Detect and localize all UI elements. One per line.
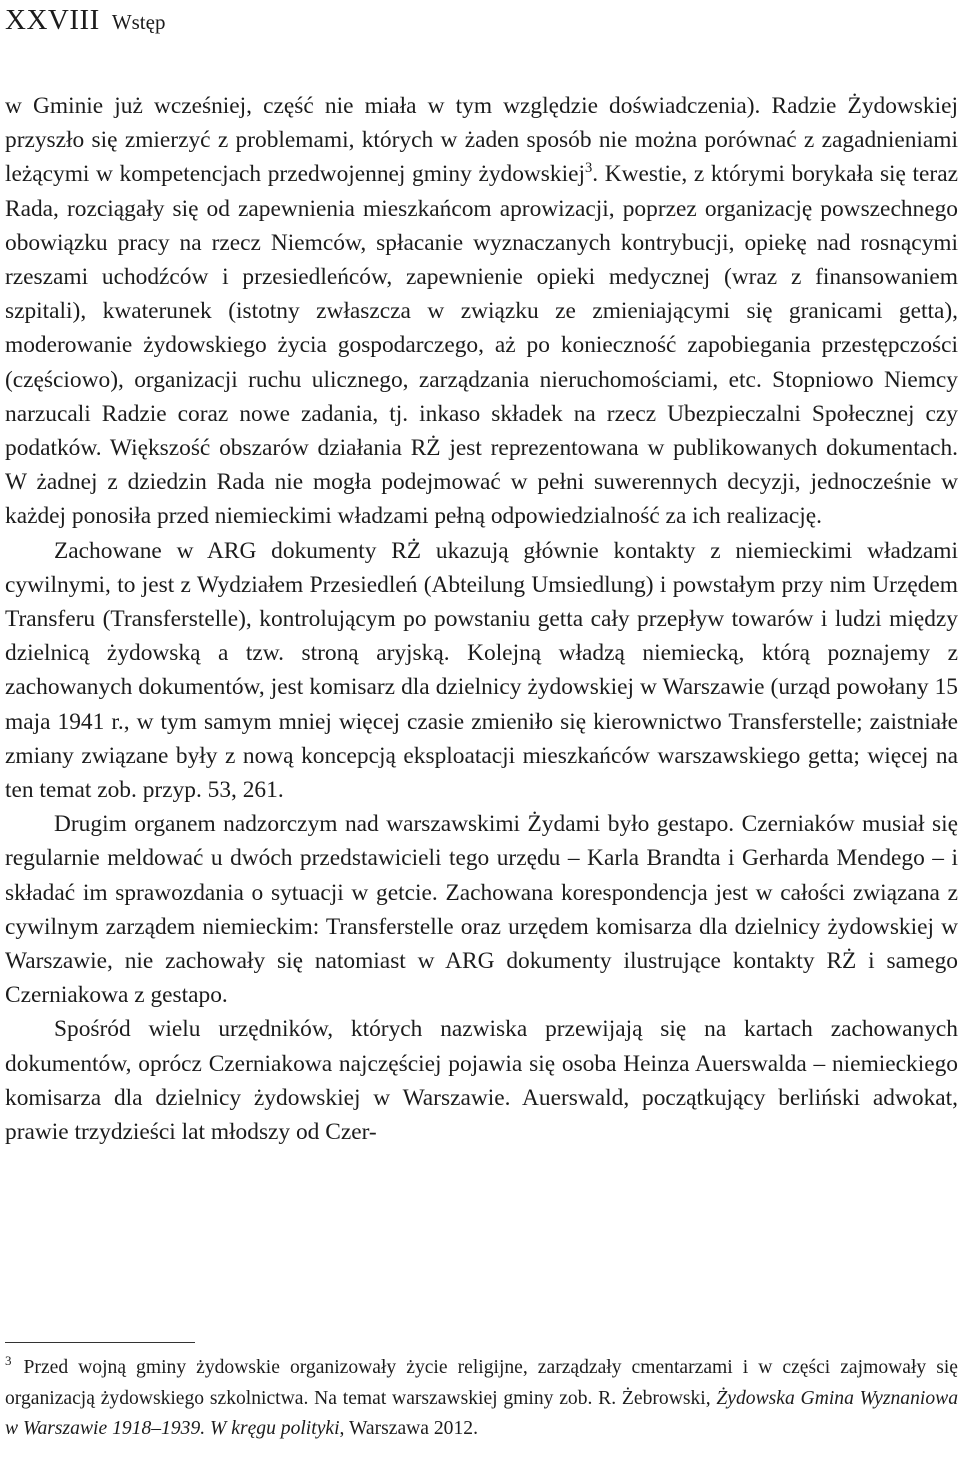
footnote-reference[interactable]: 3 [584,160,593,177]
footnote-text-2: , Warszawa 2012. [339,1418,478,1440]
footnote-text-1: Przed wojną gminy żydowskie organizowały życie religijne, zarządzały cmentarzami i w części zajmowały się organizacją żydowskiego szkolnictwa. Na temat warszawskiej gminy zob. R. Żebrowski, [5,1357,958,1409]
paragraph-1-text-after: . Kwestie, z którymi borykała się teraz Rada, rozciągały się od zapewnienia mieszkańcom aprowizacji, poprzez organizację powszechnego obowiązku pracy na rzecz Niemców, spłacanie wyznaczanych kontrybucji, opiekę nad rosnącymi rzeszami uchodźców i przesiedleńców, zapewnienie opieki medycznej (wraz z finansowaniem szpitali), kwaterunek (istotny zwłaszcza w związku ze zmieniającymi się granicami getta), moderowanie żydowskiego życia gospodarczego, aż po konieczność zapobiegania przestępczości (częściowo), organizacji ruchu ulicznego, zarządzania nieruchomościami, etc. Stopniowo Niemcy narzucali Radzie coraz nowe zadania, tj. inkaso składek na rzecz Ubezpieczalni Społecznej czy podatków. Większość obszarów działania RŻ jest reprezentowana w publikowanych dokumentach. W żadnej z dziedzin Rada nie mogła podejmować w pełni suwerennych decyzji, jednocześnie w każdej ponosiła przed niemieckimi władzami pełną odpowiedzialność za ich realizację. [5,161,958,530]
paragraph-1-text-before: w Gminie już wcześniej, część nie miała w tym względzie doświadczenia). Radzie Żydowskiej przyszło się zmierzyć z problemami, których w żaden sposób nie można porównać z zagadnieniami leżącymi w kompetencjach przedwojennej gminy żydowskiej [5,93,958,188]
footnote-cited-title: Żydowska Gmina Wyznaniowa w Warszawie 1918–1939. W kręgu polityki [5,1387,958,1440]
footnote-divider [5,1342,195,1343]
footnotes [5,1353,958,1445]
page-number: XXVIII [5,4,100,36]
running-head [5,0,165,40]
paragraph-1 [5,89,958,534]
footnote-3 [5,1353,958,1445]
footnote-number: 3 [5,1353,12,1369]
main-text [5,89,958,1149]
paragraph-3: Drugim organem nadzorczym nad warszawskimi Żydami było gestapo. Czerniaków musiał się regularnie meldować u dwóch przedstawicieli tego urzędu – Karla Brandta i Gerharda Mendego – i składać im sprawozdania o sytuacji w getcie. Zachowana korespondencja jest w całości związana z cywilnym zarządem niemieckim: Transferstelle oraz urzędem komisarza dla dzielnicy żydowskiej w Warszawie, nie zachowały się natomiast w ARG dokumenty ilustrujące kontakty RŻ i samego Czerniakowa z gestapo. [5,811,958,1009]
paragraph-2: Zachowane w ARG dokumenty RŻ ukazują głównie kontakty z niemieckimi władzami cywilnymi, to jest z Wydziałem Przesiedleń (Abteilung Umsiedlung) i powstałym przy nim Urzędem Transferu (Transferstelle), kontrolującym po powstaniu getta cały przepływ towarów i ludzi między dzielnicą żydowską a tzw. stroną aryjską. Kolejną władzą niemiecką, którą poznajemy z zachowanych dokumentów, jest komisarz dla dzielnicy żydowskiej w Warszawie (urząd powołany 15 maja 1941 r., w tym samym mniej więcej czasie zmieniło się kierownictwo Transferstelle; zaistniałe zmiany związane były z nową koncepcją eksploatacji mieszkańców warszawskiego getta; więcej na ten temat zob. przyp. 53, 261. [5,537,958,804]
paragraph-4: Spośród wielu urzędników, których nazwiska przewijają się na kartach zachowanych dokumentów, oprócz Czerniakowa najczęściej pojawia się osoba Heinza Auerswalda – niemieckiego komisarza dla dzielnicy żydowskiej w Warszawie. Auerswald, początkujący berliński adwokat, prawie trzydzieści lat młodszy od Czer- [5,1016,958,1146]
section-title: Wstęp [111,10,166,34]
book-page [5,0,958,1475]
